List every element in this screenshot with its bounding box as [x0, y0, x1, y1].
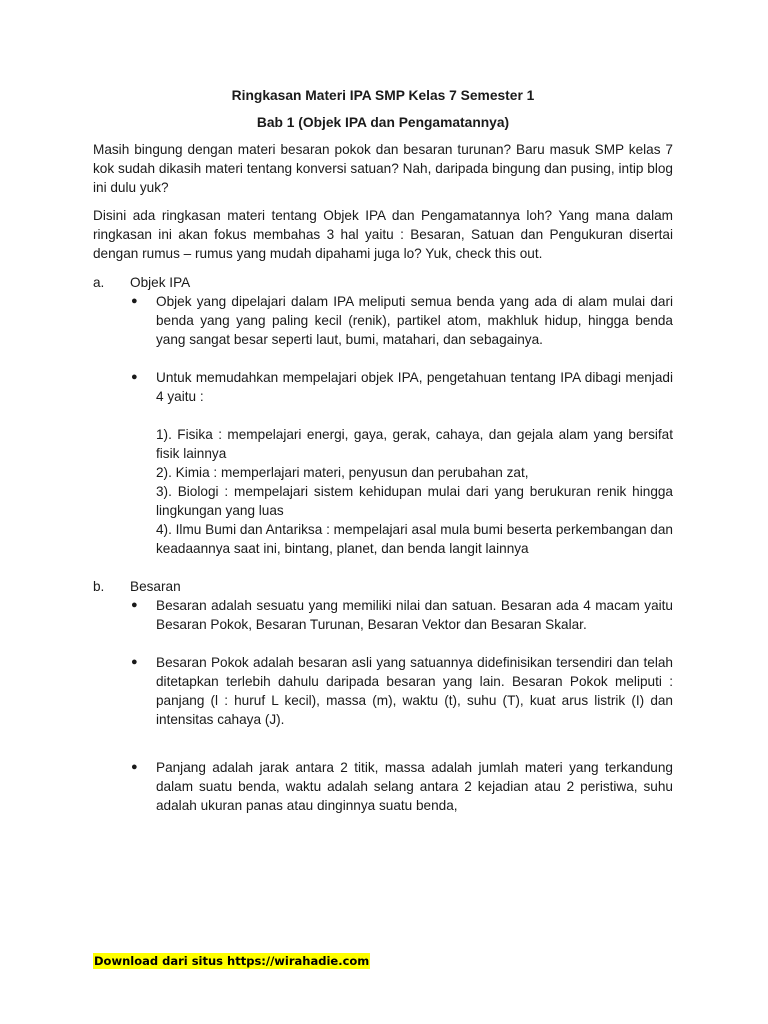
bullet-list	[93, 292, 673, 558]
spacer	[93, 349, 673, 368]
sub-item-text: 4). Ilmu Bumi dan Antariksa : mempelajari asal mula bumi beserta perkembangan dan keadaannya saat ini, bintang, planet, dan benda langit lainnya	[156, 522, 673, 556]
section-letter: b.	[93, 579, 105, 594]
document-title: Ringkasan Materi IPA SMP Kelas 7 Semester 1	[231, 88, 535, 103]
sub-item-text: 3). Biologi : mempelajari sistem kehidupan mulai dari yang berukuran renik hingga lingkungan yang luas	[156, 484, 673, 518]
section-objek-ipa	[93, 273, 673, 558]
sub-item-ilmu-bumi	[93, 520, 673, 558]
document-page	[93, 86, 673, 815]
bullet-icon: ●	[131, 599, 138, 611]
list-item-text: Untuk memudahkan mempelajari objek IPA, pengetahuan tentang IPA dibagi menjadi 4 yaitu :	[156, 370, 673, 404]
bullet-icon: ●	[131, 371, 138, 383]
spacer	[93, 729, 673, 758]
sub-item-biologi	[93, 482, 673, 520]
section-letter: a.	[93, 275, 105, 290]
spacer	[93, 406, 673, 425]
intro-paragraph-1: Masih bingung dengan materi besaran pokok dan besaran turunan? Baru masuk SMP kelas 7 kok sudah dikasih materi tentang konversi satuan? Nah, daripada bingung dan pusing, intip blog ini dulu yuk?	[93, 142, 673, 195]
list-item	[93, 596, 673, 634]
sub-item-text: 2). Kimia : memperlajari materi, penyusun dan perubahan zat,	[156, 465, 529, 480]
bullet-icon: ●	[131, 761, 138, 773]
list-item-text: Panjang adalah jarak antara 2 titik, massa adalah jumlah materi yang terkandung dalam suatu benda, waktu adalah selang antara 2 kejadian atau 2 peristiwa, suhu adalah ukuran panas atau dinginnya suatu benda,	[156, 760, 673, 813]
download-footer: Download dari situs https://wirahadie.com	[94, 954, 370, 968]
list-item	[93, 758, 673, 815]
spacer	[93, 634, 673, 653]
list-item-text: Besaran Pokok adalah besaran asli yang satuannya didefinisikan tersendiri dan telah ditetapkan terlebih dahulu daripada besaran yang lain. Besaran Pokok meliputi : panjang (l : huruf L kecil), massa (m), waktu (t), suhu (T), kuat arus listrik (I) dan intensitas cahaya (J).	[156, 655, 673, 727]
list-item	[93, 292, 673, 349]
sub-item-kimia	[93, 463, 673, 482]
section-title: Objek IPA	[130, 275, 191, 290]
sub-item-text: 1). Fisika : mempelajari energi, gaya, gerak, cahaya, dan gejala alam yang bersifat fisik lainnya	[156, 427, 673, 461]
bullet-list	[93, 596, 673, 815]
sub-item-fisika	[93, 425, 673, 463]
section-besaran	[93, 577, 673, 815]
list-item	[93, 653, 673, 729]
list-item-text: Besaran adalah sesuatu yang memiliki nilai dan satuan. Besaran ada 4 macam yaitu Besaran Pokok, Besaran Turunan, Besaran Vektor dan Besaran Skalar.	[156, 598, 673, 632]
list-item-text: Objek yang dipelajari dalam IPA meliputi semua benda yang ada di alam mulai dari benda yang yang paling kecil (renik), partikel atom, makhluk hidup, hingga benda yang sangat besar seperti laut, bumi, matahari, dan sebagainya.	[156, 294, 673, 347]
list-item	[93, 368, 673, 406]
section-title: Besaran	[130, 579, 181, 594]
document-subtitle: Bab 1 (Objek IPA dan Pengamatannya)	[256, 115, 510, 130]
bullet-icon: ●	[131, 295, 138, 307]
intro-paragraph-2: Disini ada ringkasan materi tentang Objek IPA dan Pengamatannya loh? Yang mana dalam ringkasan ini akan fokus membahas 3 hal yaitu : Besaran, Satuan dan Pengukuran disertai dengan rumus – rumus yang mudah dipahami juga lo? Yuk, check this out.	[93, 208, 673, 261]
bullet-icon: ●	[131, 656, 138, 668]
